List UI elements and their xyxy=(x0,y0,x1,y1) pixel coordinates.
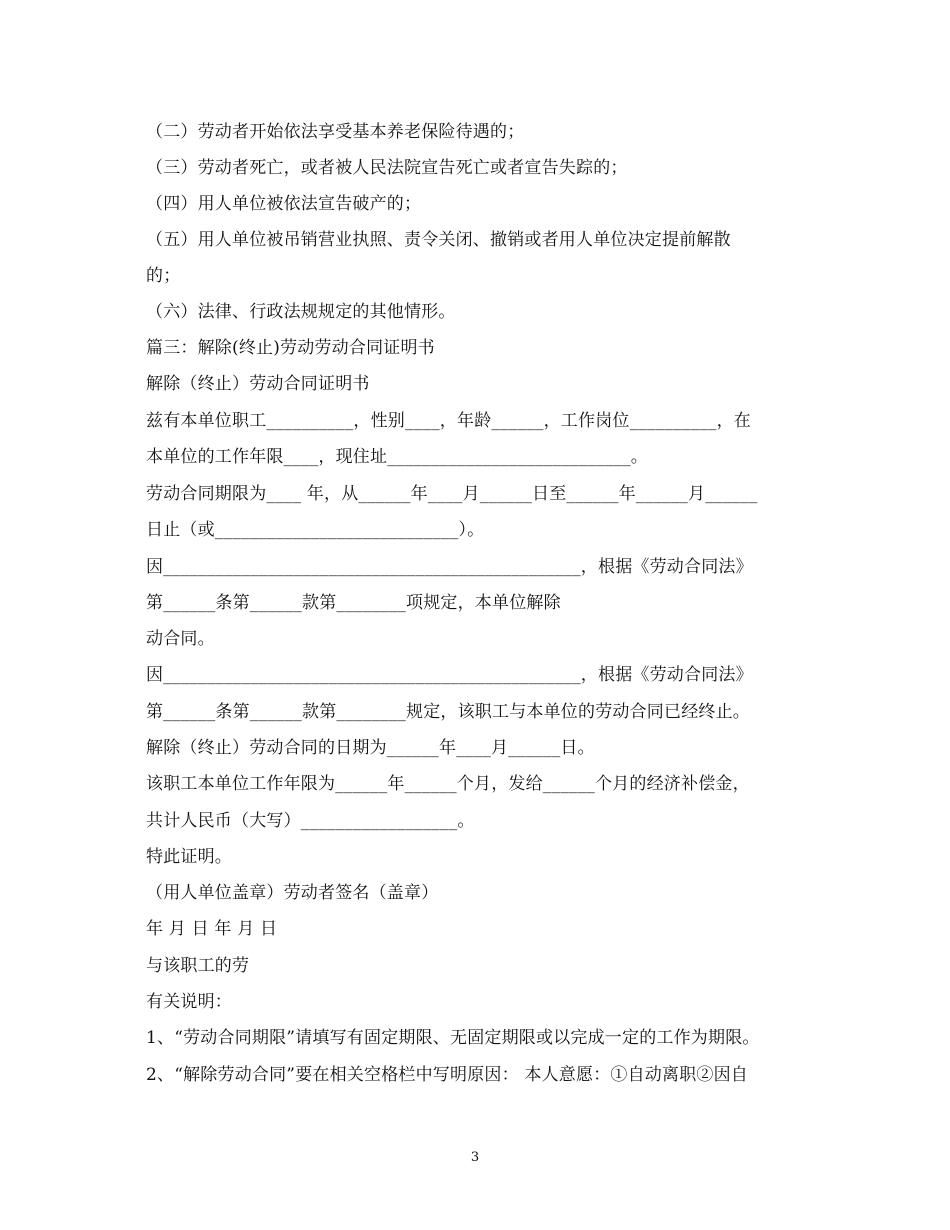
contract-term-line: 劳动合同期限为____ 年，从______年____月______日至______年______月______ xyxy=(146,484,758,504)
termination-reason-line: 因________________________________________________，根据《劳动合同法》 xyxy=(146,665,753,685)
note-item-1: 1、“劳动合同期限”请填写有固定期限、无固定期限或以完成一定的工作为期限。 xyxy=(146,1028,760,1048)
signature-line: （用人单位盖章）劳动者签名（盖章） xyxy=(146,883,439,903)
section-heading: 篇三：解除(终止)劳动劳动合同证明书 xyxy=(146,338,435,358)
certification-statement: 特此证明。 xyxy=(146,847,232,867)
clause-line-5-cont: 的； xyxy=(146,266,181,286)
certificate-title: 解除（终止）劳动合同证明书 xyxy=(146,374,370,394)
clause-line-5: （五）用人单位被吊销营业执照、责令关闭、撤销或者用人单位决定提前解散 xyxy=(146,230,731,250)
compensation-line: 该职工本单位工作年限为______年______个月，发给______个月的经济补偿金， xyxy=(146,774,750,794)
note-item-2: 2、“解除劳动合同”要在相关空格栏中写明原因： 本人意愿：①自动离职②因自 xyxy=(146,1065,748,1085)
total-amount-line: 共计人民币（大写）__________________。 xyxy=(146,811,475,831)
notes-heading: 有关说明： xyxy=(146,992,232,1012)
dismissal-clause-line: 第______条第______款第________项规定，本单位解除 xyxy=(146,593,561,613)
employee-info-line: 兹有本单位职工__________，性别____，年龄______，工作岗位__________，在 xyxy=(146,411,751,431)
page-number: 3 xyxy=(470,1150,480,1165)
termination-clause-line: 第______条第______款第________规定，该职工与本单位的劳动合同已经终止。 xyxy=(146,702,750,722)
contract-end-line: 日止（或____________________________）。 xyxy=(146,520,485,540)
employment-years-line: 本单位的工作年限____，现住址____________________________。 xyxy=(146,447,648,467)
signature-date-line: 年 月 日 年 月 日 xyxy=(146,919,278,939)
termination-date-line: 解除（终止）劳动合同的日期为______年____月______日。 xyxy=(146,738,595,758)
clause-line-4: （四）用人单位被依法宣告破产的； xyxy=(146,194,422,214)
clause-line-3: （三）劳动者死亡，或者被人民法院宣告死亡或者宣告失踪的； xyxy=(146,158,628,178)
fragment-line: 与该职工的劳 xyxy=(146,956,250,976)
clause-line-6: （六）法律、行政法规规定的其他情形。 xyxy=(146,302,456,322)
dismissal-clause-cont: 动合同。 xyxy=(146,629,215,649)
dismissal-reason-line: 因________________________________________________，根据《劳动合同法》 xyxy=(146,557,753,577)
clause-line-2: （二）劳动者开始依法享受基本养老保险待遇的； xyxy=(146,122,525,142)
